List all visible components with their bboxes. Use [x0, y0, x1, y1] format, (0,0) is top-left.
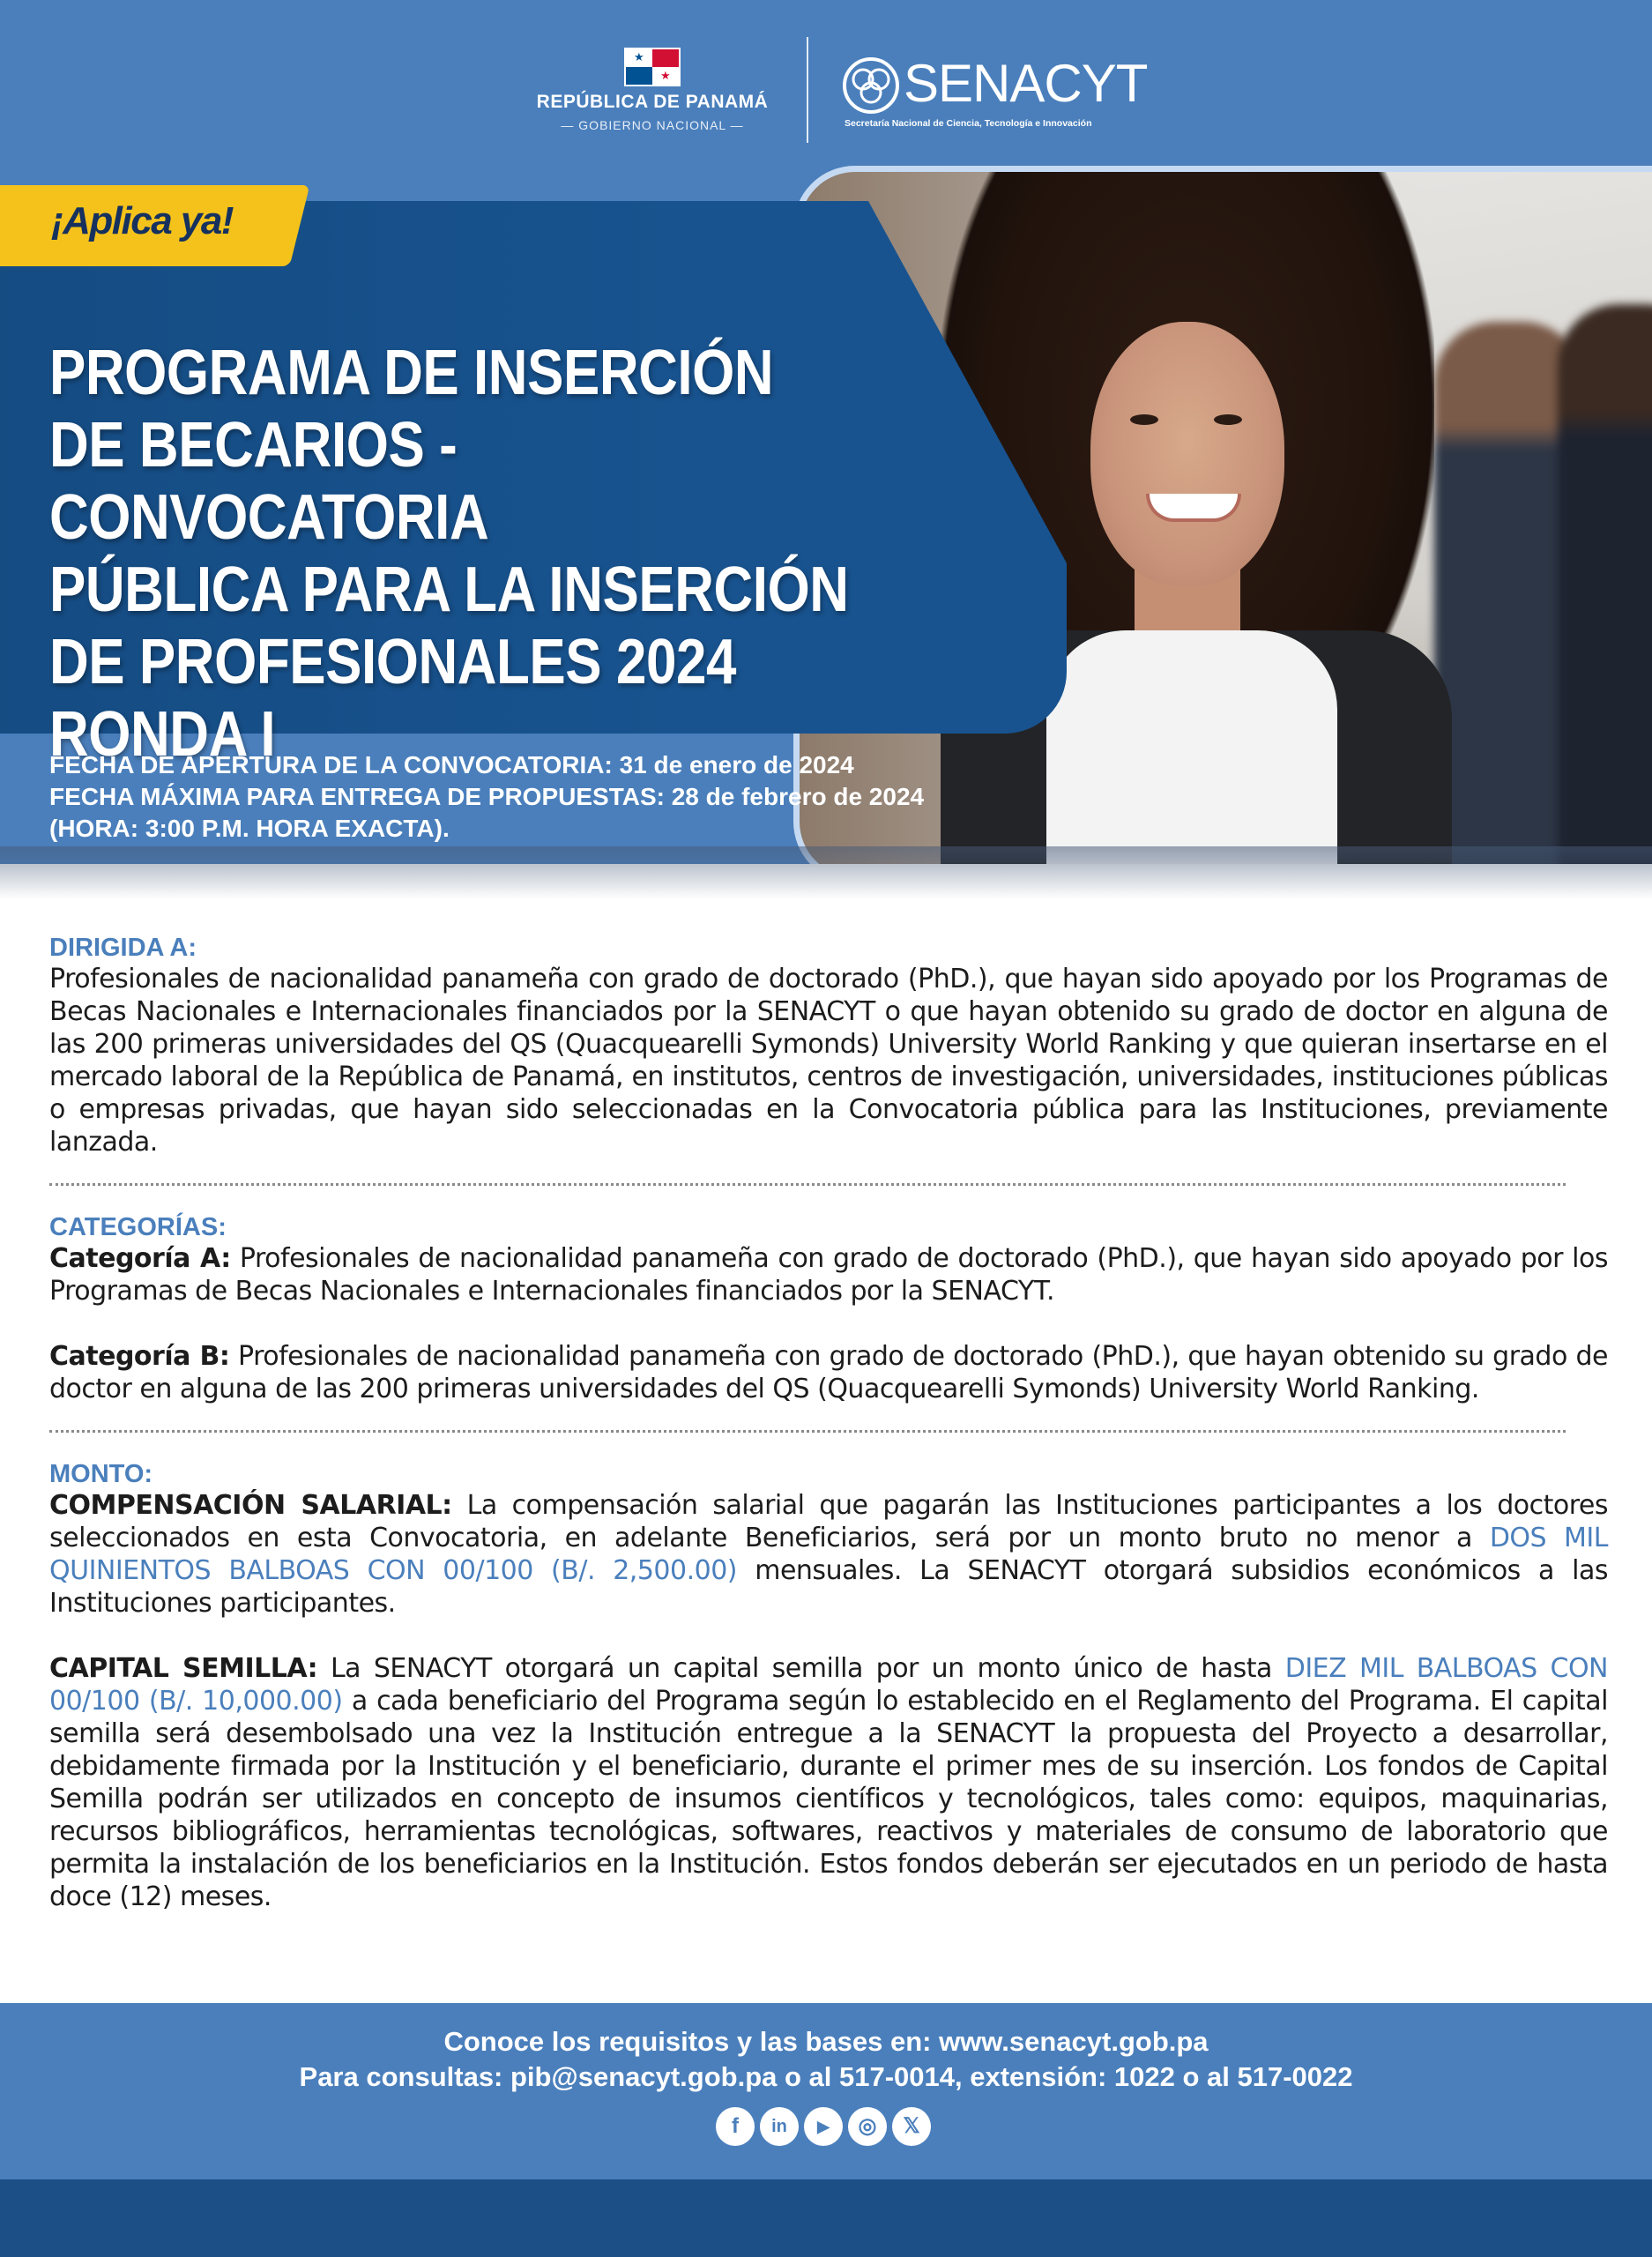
x-icon[interactable]: 𝕏 — [892, 2107, 931, 2146]
divider — [49, 1183, 1566, 1186]
main-content — [49, 933, 1608, 1913]
section-heading-dirigida: DIRIGIDA A: — [49, 934, 197, 962]
section-heading-categorias: CATEGORÍAS: — [49, 1213, 227, 1241]
seed-capital-amount: DIEZ MIL BALBOAS CON 00/100 (B/. 10,000.00) — [49, 1653, 1608, 1717]
dirigida-text: Profesionales de nacionalidad panameña con grado de doctorado (PhD.), que hayan sido apoyado por los Programas de Becas Nacionales e Internacionales financiados por la SENACYT o que hayan obtenido su grado de doctor en alguna de las 200 primeras universidades del QS (Quacquearelli Symonds) University World Ranking y que quieran insertarse en el mercado laboral de la República de Panamá, en institutos, centros de investigación, universidades, instituciones públicas o empresas privadas, que hayan sido seleccionadas en la Convocatoria pública para las Instituciones, previamente lanzada. — [49, 964, 1608, 1158]
opening-date: FECHA DE APERTURA DE LA CONVOCATORIA: 31 de enero de 2024 — [49, 751, 854, 778]
linkedin-icon[interactable]: in — [760, 2107, 799, 2146]
logo-bar — [0, 35, 1652, 150]
republic-subtitle: — GOBIERNO NACIONAL — — [561, 118, 744, 132]
section-heading-monto: MONTO: — [49, 1460, 153, 1488]
dates-strip — [0, 739, 1058, 862]
footer — [0, 2003, 1652, 2179]
footer-contact-line[interactable]: Para consultas: pib@senacyt.gob.pa o al 517-0014, extensión: 1022 o al 517-0022 — [299, 2061, 1353, 2092]
logo-divider — [807, 37, 808, 143]
page-title: PROGRAMA DE INSERCIÓN DE BECARIOS - CONVOCATORIA PÚBLICA PARA LA INSERCIÓN DE PROFESIONALES 2024 RONDA I — [49, 338, 849, 770]
footer-website-line[interactable]: Conoce los requisitos y las bases en: www.senacyt.gob.pa — [443, 2026, 1209, 2057]
category-b-text: Profesionales de nacionalidad panameña con grado de doctorado (PhD.), que hayan obtenido su grado de doctor en alguna de las 200 primeras universidades del QS (Quacquearelli Symonds) University World Ranking. — [49, 1341, 1608, 1404]
panama-flag-icon: ★ ★ — [624, 48, 681, 86]
facebook-icon[interactable]: f — [716, 2107, 755, 2146]
bottom-bar — [0, 2179, 1652, 2257]
deadline-time: (HORA: 3:00 P.M. HORA EXACTA). — [49, 815, 450, 842]
senacyt-wordmark: SENACYT — [904, 54, 1148, 113]
senacyt-subtitle: Secretaría Nacional de Ciencia, Tecnología e Innovación — [845, 118, 1092, 129]
seed-capital-label: CAPITAL SEMILLA: — [49, 1653, 318, 1684]
deadline-date: FECHA MÁXIMA PARA ENTREGA DE PROPUESTAS: 28 de febrero de 2024 — [49, 783, 925, 810]
category-b-label: Categoría B: — [49, 1341, 230, 1372]
apply-badge-label: ¡Aplica ya! — [51, 199, 234, 242]
salary-amount: DOS MIL QUINIENTOS BALBOAS CON 00/100 (B/. 2,500.00) — [49, 1523, 1608, 1586]
senacyt-logo-icon — [842, 56, 900, 115]
instagram-icon[interactable]: ◎ — [848, 2107, 887, 2146]
republic-name: REPÚBLICA DE PANAMÁ — [536, 92, 769, 112]
category-a-label: Categoría A: — [49, 1243, 231, 1274]
header-band — [0, 0, 1652, 864]
youtube-icon[interactable]: ▶ — [804, 2107, 843, 2146]
category-a — [49, 1242, 1608, 1307]
category-a-text: Profesionales de nacionalidad panameña con grado de doctorado (PhD.), que hayan sido apoyado por los Programas de Becas Nacionales e Internacionales financiados por la SENACYT. — [49, 1243, 1608, 1307]
category-b — [49, 1340, 1608, 1405]
seed-capital: CAPITAL SEMILLA: La SENACYT otorgará un capital semilla por un monto único de hasta DIEZ MIL BALBOAS CON 00/100 (B/. 10,000.00) a cada beneficiario del Programa según lo establecido en el Reglamento del Programa. El capital semilla será desembolsado una vez la Institución entregue a la SENACYT la propuesta del Proyecto a desarrollar, debidamente firmada por la Institución y el beneficiario, durante el primer mes de su inserción. Los fondos de Capital Semilla podrán ser utilizados en concepto de insumos científicos y tecnológicos, tales como: equipos, maquinarias, recursos bibliográficos, herramientas tecnológicas, softwares, reactivos y materiales de consumo de laboratorio que permita la instalación de los beneficiarios en la Institución. Estos fondos deberán ser ejecutados en un periodo de hasta doce (12) meses. — [49, 1653, 1609, 1912]
salary-label: COMPENSACIÓN SALARIAL: — [49, 1490, 452, 1521]
salary-compensation: COMPENSACIÓN SALARIAL: La compensación salarial que pagarán las Instituciones participantes a los doctores seleccionados en esta Convocatoria, en adelante Beneficiarios, será por un monto bruto no menor a DOS MIL QUINIENTOS BALBOAS CON 00/100 (B/. 2,500.00) mensuales. La SENACYT otorgará subsidios económicos a las Instituciones participantes. — [49, 1490, 1608, 1619]
divider — [49, 1430, 1566, 1433]
social-icons — [716, 2107, 945, 2151]
